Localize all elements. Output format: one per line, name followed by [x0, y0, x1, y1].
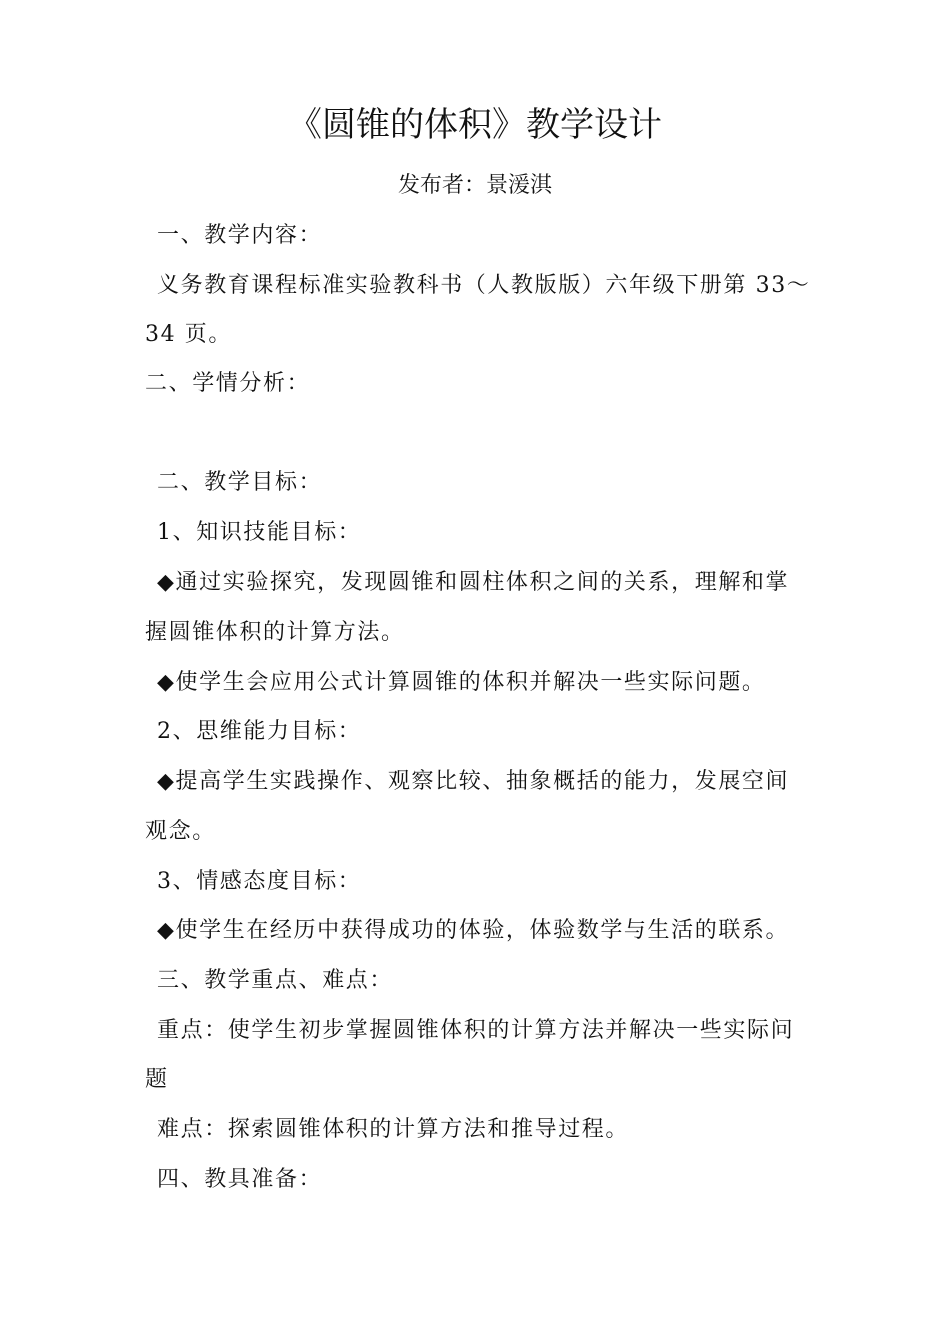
heading-teaching-content: 一、教学内容：: [157, 223, 323, 248]
heading-teaching-goals: 二、教学目标：: [157, 470, 323, 495]
heading-key-points: 三、教学重点、难点：: [157, 968, 394, 993]
paragraph-line: 握圆锥体积的计算方法。: [145, 620, 405, 645]
bullet-line: ◆通过实验探究，发现圆锥和圆柱体积之间的关系，理解和掌: [157, 570, 790, 595]
document-title: 《圆锥的体积》教学设计: [288, 105, 662, 145]
paragraph-line: 难点：探索圆锥体积的计算方法和推导过程。: [157, 1117, 630, 1142]
subheading-emotion-goal: 3、情感态度目标：: [157, 869, 362, 894]
paragraph-line: 题: [145, 1067, 169, 1092]
paragraph-line: 34 页。: [145, 322, 232, 347]
subheading-knowledge-goal: 1、知识技能目标：: [157, 520, 362, 545]
heading-learner-analysis: 二、学情分析：: [145, 371, 311, 396]
paragraph-line: 观念。: [145, 819, 216, 844]
bullet-line: ◆提高学生实践操作、观察比较、抽象概括的能力，发展空间: [157, 769, 790, 794]
bullet-line: ◆使学生在经历中获得成功的体验，体验数学与生活的联系。: [157, 918, 790, 943]
bullet-line: ◆使学生会应用公式计算圆锥的体积并解决一些实际问题。: [157, 670, 766, 695]
subheading-thinking-goal: 2、思维能力目标：: [157, 719, 362, 744]
paragraph-line: 重点：使学生初步掌握圆锥体积的计算方法并解决一些实际问: [157, 1018, 795, 1043]
paragraph-line: 义务教育课程标准实验教科书（人教版版）六年级下册第 33～: [157, 273, 811, 298]
author-line: 发布者：景湲淇: [397, 173, 552, 198]
heading-teaching-aids: 四、教具准备：: [157, 1167, 323, 1192]
